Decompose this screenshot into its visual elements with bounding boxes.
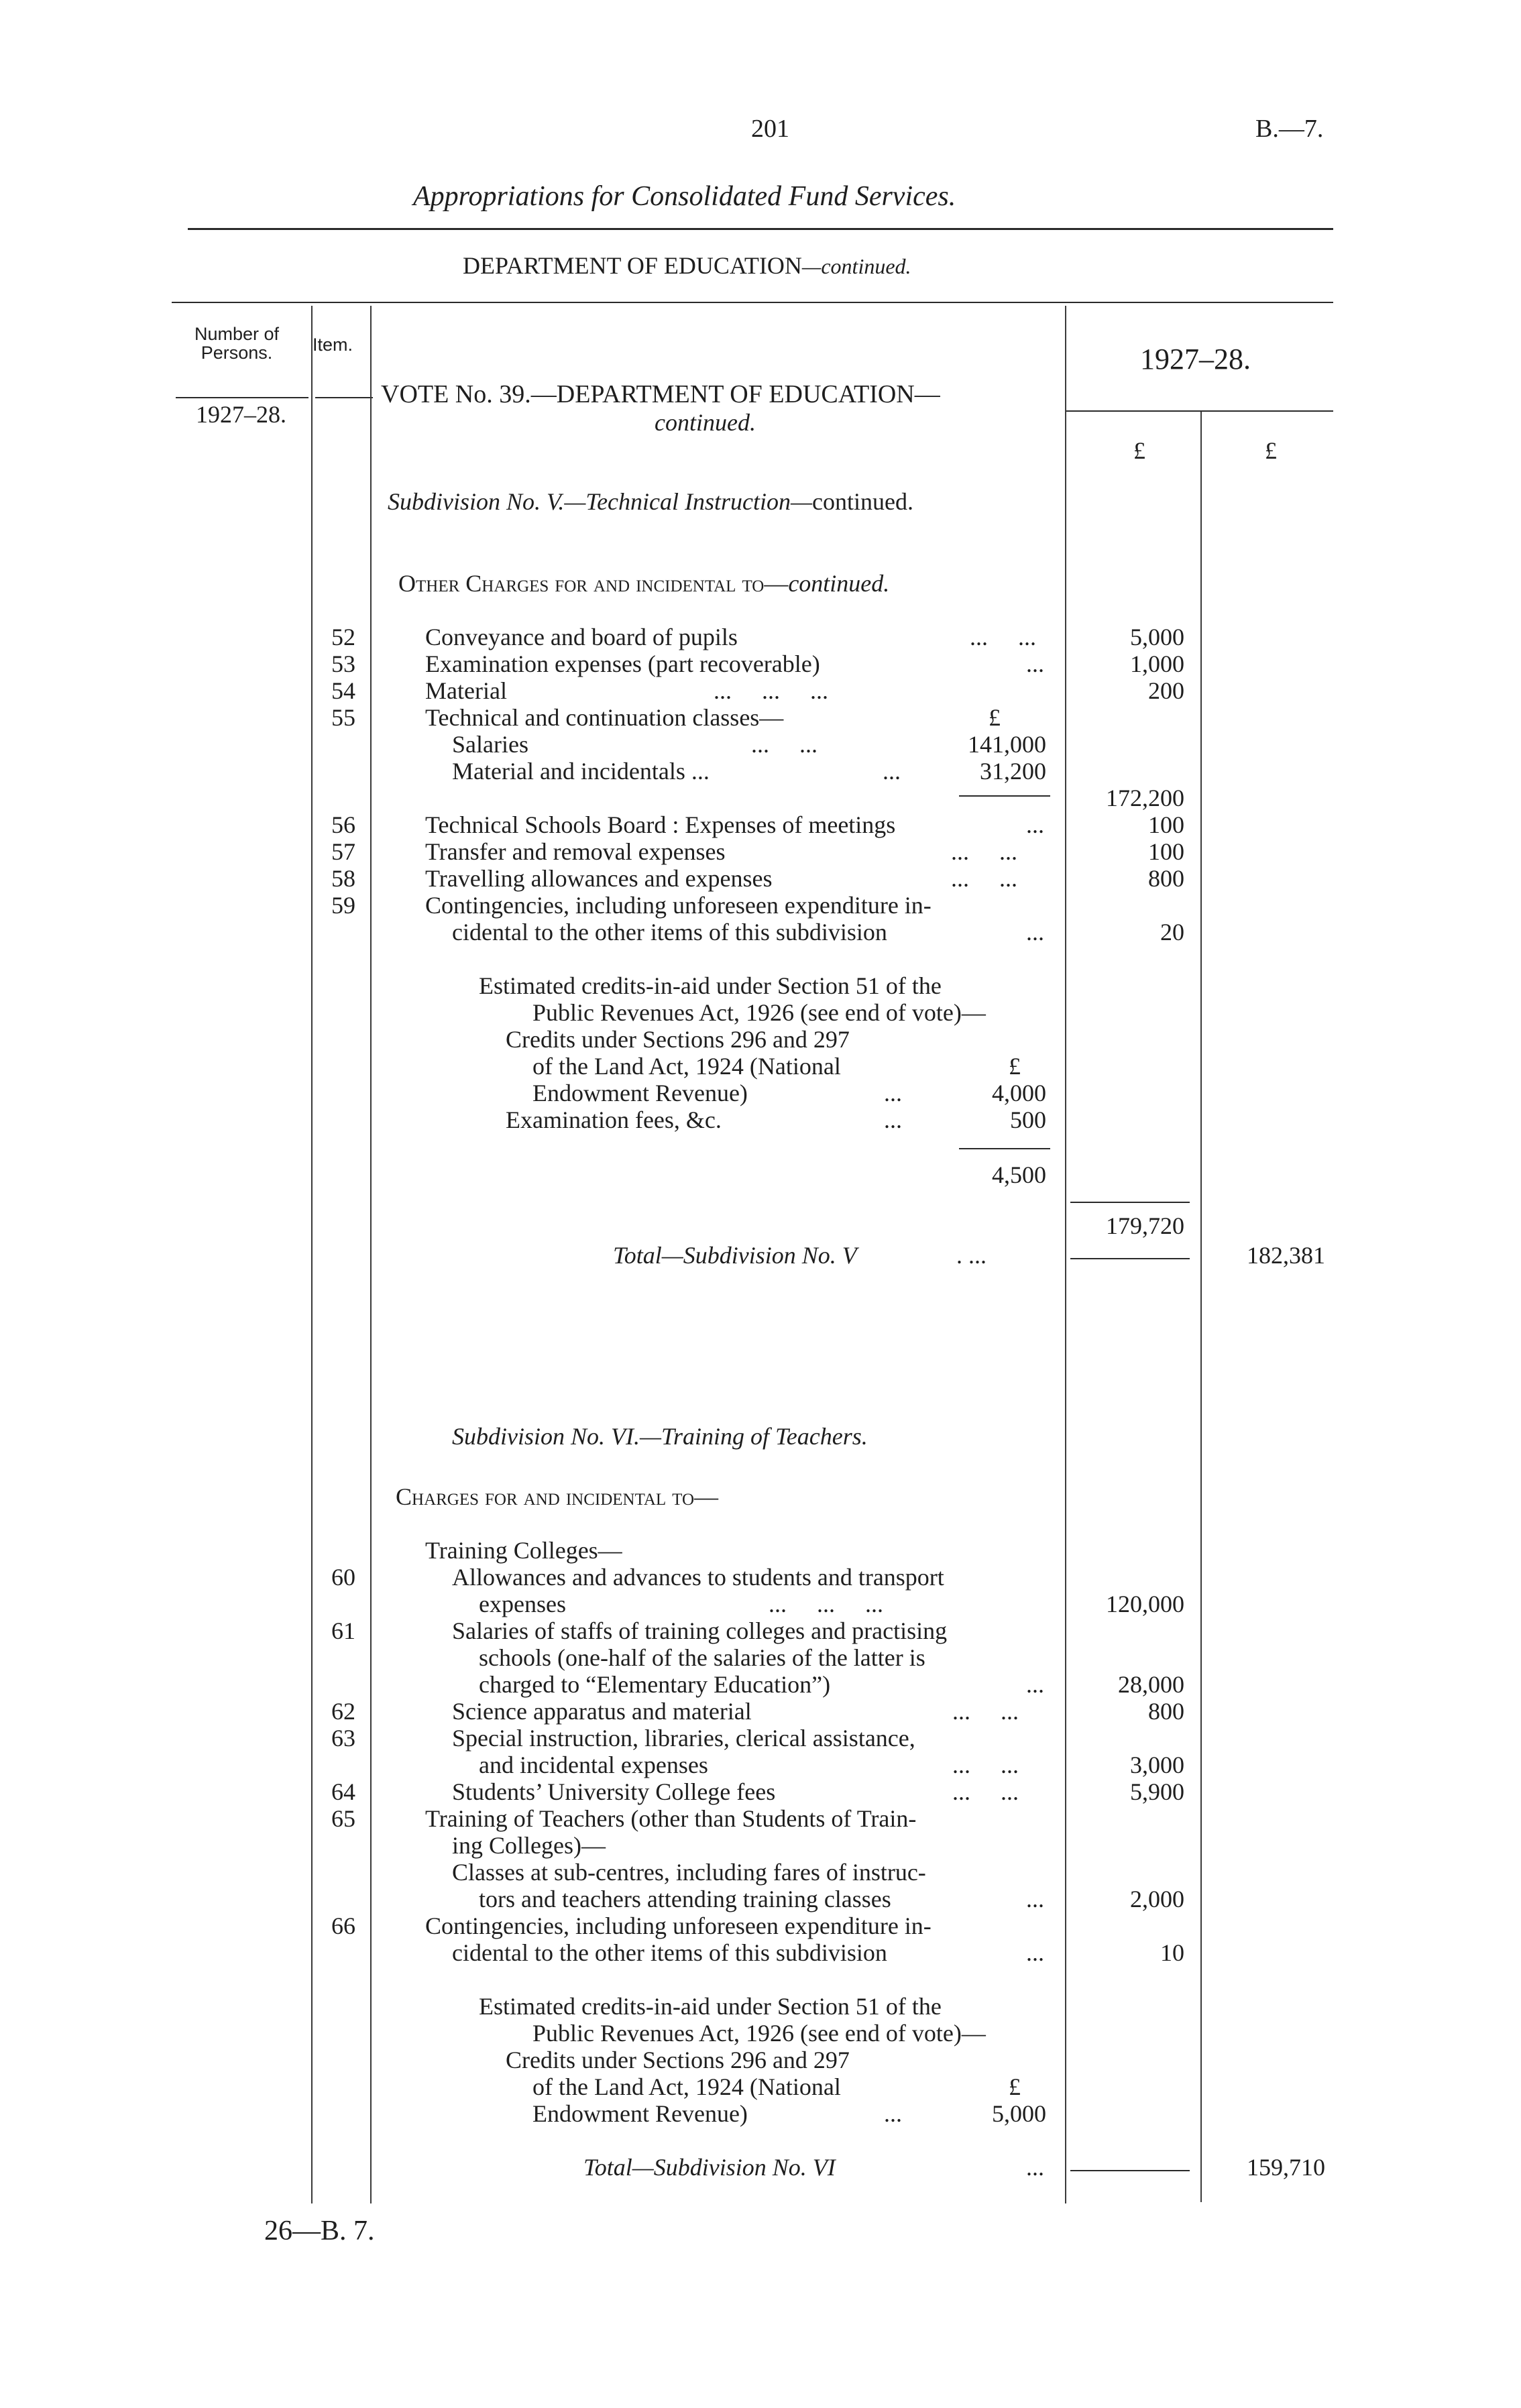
- classes-total-amount: 172,200: [1106, 785, 1184, 811]
- total-vi-rule: [1070, 2170, 1190, 2171]
- line-item-text-continued: tors and teachers attending training classes: [479, 1886, 891, 1912]
- leader-dots: ...: [1026, 1886, 1044, 1912]
- subdivision-vi-total: 159,710: [1247, 2154, 1325, 2181]
- credits-total-rule: [959, 1148, 1050, 1149]
- item-number: 62: [331, 1698, 355, 1725]
- leader-dots: ... ...: [751, 731, 818, 758]
- leader-dots: ...: [1026, 2154, 1044, 2181]
- leader-dots: ...: [1026, 650, 1044, 677]
- pound-sign: £: [1009, 1053, 1021, 1080]
- line-item-text-continued: expenses: [479, 1591, 566, 1617]
- credits-amount: 4,000: [992, 1080, 1046, 1106]
- leader-dots: ...: [884, 1106, 902, 1133]
- column-header-amount-year: 1927–28.: [1140, 343, 1251, 376]
- credits-text: Public Revenues Act, 1926 (see end of vote)—: [532, 999, 986, 1026]
- other-charges-label: Other Charges for and incidental to—: [398, 570, 789, 597]
- line-item-text: Students’ University College fees: [452, 1778, 776, 1805]
- line-amount: 20: [1160, 919, 1184, 945]
- line-item-text-continued: Classes at sub-centres, including fares of instruc-: [452, 1859, 926, 1886]
- line-amount: 100: [1148, 838, 1184, 865]
- line-item-text-continued: charged to “Elementary Education”): [479, 1671, 831, 1698]
- page-title: Appropriations for Consolidated Fund Services.: [413, 181, 956, 212]
- vote-continued: continued.: [655, 409, 756, 436]
- item-number: 56: [331, 811, 355, 838]
- credits-amount: 500: [1010, 1106, 1046, 1133]
- item-number: 65: [331, 1805, 355, 1832]
- leader-dots: ...: [884, 1080, 902, 1106]
- leader-dots: . ...: [956, 1242, 987, 1269]
- line-item-text-continued: cidental to the other items of this subdivision: [452, 919, 887, 945]
- credits-text: Examination fees, &c.: [506, 1106, 722, 1133]
- item-number: 52: [331, 624, 355, 650]
- line-amount: 28,000: [1118, 1671, 1184, 1698]
- line-item-text: Technical and continuation classes—: [425, 704, 784, 731]
- line-amount: 3,000: [1130, 1752, 1184, 1778]
- line-item-text: Contingencies, including unforeseen expenditure in-: [425, 1912, 932, 1939]
- persons-year: 1927–28.: [196, 401, 286, 428]
- pound-column-1: £: [1133, 437, 1145, 464]
- item-number: 53: [331, 650, 355, 677]
- leader-dots: ...: [884, 2100, 902, 2127]
- line-item-text: Transfer and removal expenses: [425, 838, 726, 865]
- credits-text: Endowment Revenue): [532, 2100, 748, 2127]
- line-amount: 800: [1148, 865, 1184, 892]
- subdivision-v-title: Subdivision No. V.—Technical Instruction—: [388, 488, 813, 515]
- leader-dots: ...: [1026, 919, 1044, 945]
- item-number: 59: [331, 892, 355, 919]
- line-item-text-continued: and incidental expenses: [479, 1752, 708, 1778]
- other-charges-continued: continued.: [788, 570, 890, 597]
- sub-item-amount: 141,000: [968, 731, 1046, 758]
- sub-item-amount: 31,200: [980, 758, 1046, 785]
- column-header-number-of-persons: Number of Persons.: [194, 324, 280, 363]
- subdivision-v-total: 182,381: [1247, 1242, 1325, 1269]
- leader-dots: ... ...: [951, 838, 1017, 865]
- line-amount: 1,000: [1130, 650, 1184, 677]
- leader-dots: ... ...: [970, 624, 1036, 650]
- credits-text: Estimated credits-in-aid under Section 51 of the: [479, 972, 942, 999]
- document-reference: B.—7.: [1255, 115, 1324, 143]
- pound-column-2: £: [1265, 437, 1277, 464]
- item-number: 64: [331, 1778, 355, 1805]
- line-amount: 10: [1160, 1939, 1184, 1966]
- leader-dots: ... ... ...: [714, 677, 828, 704]
- credits-text: Public Revenues Act, 1926 (see end of vote)—: [532, 2020, 986, 2047]
- leader-dots: ...: [1026, 811, 1044, 838]
- training-colleges-heading: Training Colleges—: [425, 1537, 622, 1564]
- department-heading: [463, 252, 911, 280]
- subtotal-rule-top: [1070, 1202, 1190, 1203]
- column-header-item: Item.: [313, 335, 353, 355]
- line-amount: 100: [1148, 811, 1184, 838]
- line-item-text-continued: schools (one-half of the salaries of the latter is: [479, 1644, 925, 1671]
- line-item-text: Technical Schools Board : Expenses of meetings: [425, 811, 896, 838]
- line-item-text-continued: cidental to the other items of this subdivision: [452, 1939, 887, 1966]
- subtotal-rule-bottom: [1070, 1258, 1190, 1259]
- persons-header-rule: [176, 397, 308, 398]
- subdivision-v-continued: continued.: [812, 488, 913, 515]
- credits-amount: 5,000: [992, 2100, 1046, 2127]
- rule-item-right: [370, 306, 372, 2203]
- line-amount: 2,000: [1130, 1886, 1184, 1912]
- amount-header-rule: [1066, 410, 1333, 412]
- department-name: DEPARTMENT OF EDUCATION: [463, 252, 802, 279]
- line-item-text-continued: ing Colleges)—: [452, 1832, 606, 1859]
- department-continued: —continued.: [801, 254, 911, 278]
- line-item-text: Training of Teachers (other than Students of Train-: [425, 1805, 917, 1832]
- sub-item-text: Material and incidentals ...: [452, 758, 710, 785]
- page-number: 201: [751, 115, 789, 143]
- line-item-text: Salaries of staffs of training colleges and practising: [452, 1617, 948, 1644]
- line-amount: 120,000: [1106, 1591, 1184, 1617]
- line-item-text: Allowances and advances to students and transport: [452, 1564, 944, 1591]
- leader-dots: ... ...: [952, 1752, 1019, 1778]
- item-number: 60: [331, 1564, 355, 1591]
- subdivision-vi-group-heading: Charges for and incidental to—: [396, 1483, 719, 1510]
- line-amount: 5,900: [1130, 1778, 1184, 1805]
- subdivision-v-total-label: Total—Subdivision No. V: [613, 1242, 857, 1269]
- line-item-text: Travelling allowances and expenses: [425, 865, 773, 892]
- rule-persons-right: [311, 306, 313, 2203]
- line-amount: 800: [1148, 1698, 1184, 1725]
- leader-dots: ...: [883, 758, 901, 785]
- leader-dots: ... ...: [952, 1778, 1019, 1805]
- subdivision-v-heading: [388, 488, 913, 515]
- item-number: 55: [331, 704, 355, 731]
- item-number: 66: [331, 1912, 355, 1939]
- leader-dots: ... ...: [951, 865, 1017, 892]
- subdivision-vi-total-label: Total—Subdivision No. VI: [583, 2154, 836, 2181]
- item-number: 57: [331, 838, 355, 865]
- credits-text: of the Land Act, 1924 (National: [532, 2073, 841, 2100]
- sub-total-rule: [959, 795, 1050, 797]
- credits-text: Endowment Revenue): [532, 1080, 748, 1106]
- subdivision-v-subtotal: 179,720: [1106, 1212, 1184, 1239]
- title-rule: [188, 228, 1333, 230]
- line-amount: 200: [1148, 677, 1184, 704]
- table-top-rule: [172, 302, 1333, 303]
- item-number: 61: [331, 1617, 355, 1644]
- line-item-text: Science apparatus and material: [452, 1698, 752, 1725]
- pound-sign: £: [1009, 2073, 1021, 2100]
- subdivision-v-group-heading: [398, 570, 889, 597]
- item-header-rule: [315, 397, 373, 398]
- line-item-text: Conveyance and board of pupils: [425, 624, 738, 650]
- footer-signature: 26—B. 7.: [264, 2216, 375, 2246]
- line-item-text: Examination expenses (part recoverable): [425, 650, 820, 677]
- rule-text-right: [1065, 306, 1066, 2203]
- credits-total: 4,500: [992, 1161, 1046, 1188]
- subdivision-vi-heading: Subdivision No. VI.—Training of Teachers.: [452, 1423, 868, 1450]
- line-item-text: Contingencies, including unforeseen expenditure in-: [425, 892, 932, 919]
- line-item-text: Material: [425, 677, 507, 704]
- item-number: 54: [331, 677, 355, 704]
- credits-text: Credits under Sections 296 and 297: [506, 2047, 850, 2073]
- line-amount: 5,000: [1130, 624, 1184, 650]
- leader-dots: ...: [1026, 1939, 1044, 1966]
- leader-dots: ... ...: [952, 1698, 1019, 1725]
- vote-title: VOTE No. 39.—DEPARTMENT OF EDUCATION—: [381, 380, 940, 408]
- credits-text: Estimated credits-in-aid under Section 51 of the: [479, 1993, 942, 2020]
- item-number: 63: [331, 1725, 355, 1752]
- pound-sign: £: [989, 704, 1001, 731]
- item-number: 58: [331, 865, 355, 892]
- credits-text: Credits under Sections 296 and 297: [506, 1026, 850, 1053]
- line-item-text: Special instruction, libraries, clerical assistance,: [452, 1725, 915, 1752]
- leader-dots: ... ... ...: [769, 1591, 883, 1617]
- rule-amount-middle: [1200, 412, 1202, 2202]
- leader-dots: ...: [1026, 1671, 1044, 1698]
- credits-text: of the Land Act, 1924 (National: [532, 1053, 841, 1080]
- sub-item-text: Salaries: [452, 731, 528, 758]
